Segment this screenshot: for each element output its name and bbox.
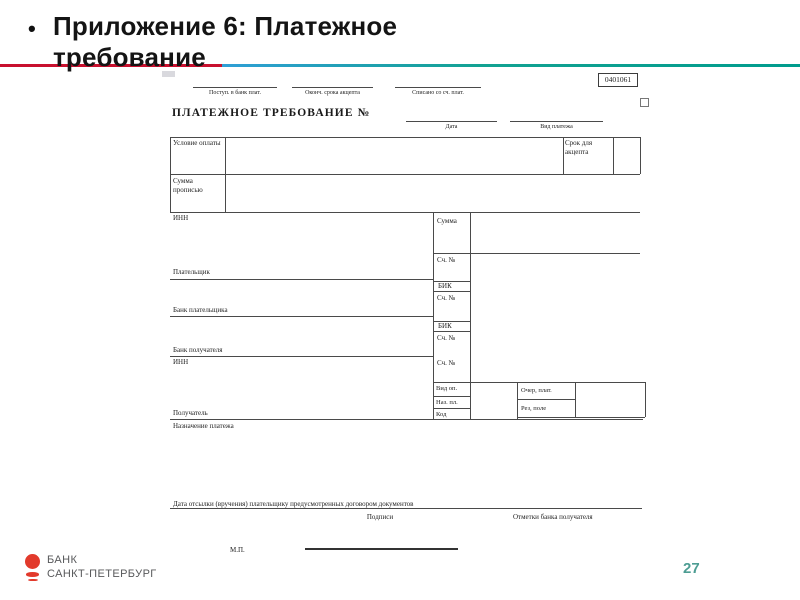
- form-label-condition: Условие оплаты: [173, 139, 221, 147]
- form-line: [645, 382, 646, 417]
- form-line: [395, 87, 481, 88]
- form-line: [225, 137, 226, 212]
- form-line: [170, 316, 433, 317]
- form-line: [563, 137, 564, 174]
- form-label-reserve: Рез, поле: [521, 405, 547, 412]
- form-line: [170, 212, 640, 213]
- form-line: [170, 356, 433, 357]
- form-line: [433, 408, 470, 409]
- form-label-queue: Очер, плат.: [521, 387, 552, 394]
- form-line: [470, 212, 471, 419]
- bank-logo-icon: [26, 572, 39, 577]
- form-signature-line: [305, 548, 458, 550]
- form-line: [170, 279, 433, 280]
- form-line: [406, 121, 497, 122]
- form-label-received: Поступ. в банк плат.: [209, 90, 261, 96]
- form-label-payer: Плательщик: [173, 268, 210, 276]
- form-label-debited: Списано со сч. плат.: [412, 90, 464, 96]
- form-label-amount: Сумма: [437, 217, 457, 225]
- page-title: Приложение 6: Платежное требование: [53, 11, 398, 72]
- form-line: [575, 382, 576, 417]
- form-line: [433, 331, 470, 332]
- form-code-box: 0401061: [598, 73, 638, 87]
- bullet-icon: •: [28, 16, 36, 41]
- form-line: [640, 137, 641, 174]
- form-label-account2: Сч. №: [437, 294, 456, 302]
- bank-logo-text: [47, 554, 157, 581]
- form-label-code: Код: [436, 411, 447, 418]
- form-line: [433, 253, 640, 254]
- form-line: [433, 212, 434, 419]
- form-label-inn-payee: ИНН: [173, 358, 189, 366]
- bank-logo-icon: [25, 554, 40, 569]
- form-line: [433, 396, 470, 397]
- form-line: [170, 137, 171, 212]
- form-label-payment-type: Вид платежа: [540, 124, 573, 130]
- form-label-accept-end: Оконч. срока акцепта: [305, 90, 360, 96]
- form-line: [517, 417, 645, 418]
- form-label-account3: Сч. №: [437, 334, 456, 342]
- form-label-pay-name: Наз. пл.: [436, 399, 458, 406]
- form-label-signatures: Подписи: [366, 513, 394, 521]
- form-line: [292, 87, 373, 88]
- form-line: [517, 382, 518, 419]
- form-label-amount-words: Сумма прописью: [173, 177, 203, 194]
- form-line: [433, 382, 645, 383]
- bank-logo-icon: [28, 579, 38, 582]
- form-title: ПЛАТЕЖНОЕ ТРЕБОВАНИЕ №: [172, 107, 371, 119]
- form-label-accept-term: Срок для акцепта: [565, 139, 593, 156]
- form-label-op-type: Вид оп.: [436, 385, 458, 392]
- form-line: [170, 174, 640, 175]
- bank-logo-line1: БАНК: [47, 554, 78, 566]
- form-line: [613, 137, 614, 174]
- page-number: 27: [683, 560, 700, 577]
- bank-logo-line2: САНКТ-ПЕТЕРБУРГ: [47, 567, 157, 580]
- form-label-bik1: БИК: [438, 282, 452, 290]
- form-label-dispatch-date: Дата отсылки (вручения) плательщику предусмотренных договором документов: [173, 500, 414, 508]
- form-line: [510, 121, 603, 122]
- form-label-stamp: М.П.: [230, 546, 245, 554]
- form-label-payee-bank: Банк получателя: [173, 346, 223, 354]
- form-line: [170, 419, 643, 420]
- form-label-account1: Сч. №: [437, 256, 456, 264]
- form-label-date: Дата: [445, 124, 458, 130]
- form-label-payee: Получатель: [173, 409, 208, 417]
- form-label-account4: Сч. №: [437, 359, 456, 367]
- form-label-payer-bank: Банк плательщика: [173, 306, 228, 314]
- form-line: [433, 291, 470, 292]
- form-label-bik2: БИК: [438, 322, 452, 330]
- form-label-purpose: Назначение платежа: [173, 422, 234, 430]
- form-line: [517, 399, 575, 400]
- form-checkbox: [640, 98, 649, 107]
- form-line: [170, 137, 640, 138]
- form-label-bank-marks: Отметки банка получателя: [513, 513, 593, 521]
- form-label-inn-payer: ИНН: [173, 214, 189, 222]
- form-line: [193, 87, 277, 88]
